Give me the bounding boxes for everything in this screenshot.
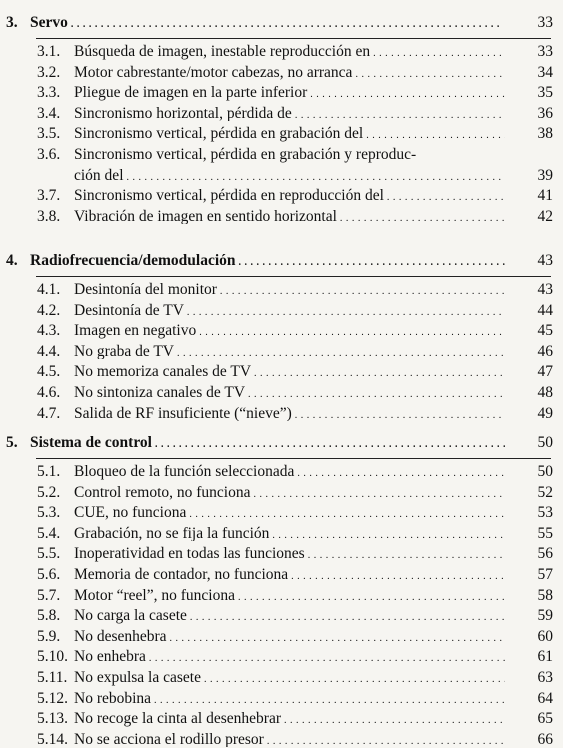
toc-section-5 xyxy=(0,428,563,747)
entry-page: 33 xyxy=(537,43,553,61)
toc-entry xyxy=(0,459,563,480)
entry-title: Desintonía del monitor . . . xyxy=(74,282,505,298)
entry-number: 5.2. xyxy=(37,483,61,501)
entry-number: 5.4. xyxy=(37,524,61,542)
entry-title: Motor cabrestante/motor cabezas, no arranca . . . xyxy=(74,65,505,81)
entry-number: 4.3. xyxy=(37,322,61,340)
entry-page: 58 xyxy=(537,586,553,604)
toc-entry xyxy=(0,624,563,645)
entry-page: 34 xyxy=(537,63,553,81)
entry-number: 3.7. xyxy=(37,187,61,205)
entry-title-continuation: ción del . . . xyxy=(74,168,505,184)
entry-page: 42 xyxy=(537,207,553,225)
entry-title: Pliegue de imagen en la parte inferior . . . xyxy=(74,85,505,101)
section-number: 5. xyxy=(6,433,18,451)
toc-entry xyxy=(0,541,563,562)
entry-title: Memoria de contador, no funciona . . . xyxy=(74,567,505,583)
entry-number: 5.7. xyxy=(37,586,61,604)
entry-page: 52 xyxy=(537,483,553,501)
entry-title: No se acciona el rodillo presor . . . xyxy=(74,732,505,748)
toc-section-4 xyxy=(0,246,563,421)
section-page: 43 xyxy=(537,251,553,269)
toc-entry xyxy=(0,298,563,319)
entry-page: 61 xyxy=(537,648,553,666)
entry-number: 5.1. xyxy=(37,463,61,481)
entry-page: 47 xyxy=(537,363,553,381)
entry-page: 55 xyxy=(537,524,553,542)
toc-entry xyxy=(0,183,563,204)
entry-title: CUE, no funciona . . . xyxy=(74,505,505,521)
entry-title: Vibración de imagen en sentido horizontal . . . xyxy=(74,209,505,225)
toc-entry xyxy=(0,339,563,360)
section-number: 4. xyxy=(6,251,18,269)
entry-title: No enhebra . . . xyxy=(74,649,505,665)
entry-title: Sincronismo horizontal, pérdida de . . . xyxy=(74,106,505,122)
entry-page: 35 xyxy=(537,84,553,102)
entry-number: 4.1. xyxy=(37,281,61,299)
entry-title: No expulsa la casete . . . xyxy=(74,670,505,686)
entry-number: 3.3. xyxy=(37,84,61,102)
entry-title: Sincronismo vertical, pérdida en grabación y reproduc- xyxy=(74,147,417,163)
entry-page: 39 xyxy=(537,166,553,184)
toc-heading xyxy=(0,428,563,450)
toc-entry xyxy=(0,60,563,81)
entry-title: Sincronismo vertical, pérdida en reproducción del . . . xyxy=(74,188,505,204)
toc-entry xyxy=(0,644,563,665)
entry-page: 43 xyxy=(537,281,553,299)
entry-page: 36 xyxy=(537,104,553,122)
entry-page: 45 xyxy=(537,322,553,340)
entry-number: 3.4. xyxy=(37,104,61,122)
entry-page: 64 xyxy=(537,689,553,707)
toc-entry xyxy=(0,204,563,225)
toc-entry xyxy=(0,401,563,422)
entry-number: 5.8. xyxy=(37,607,61,625)
entry-title: Imagen en negativo . . . xyxy=(74,323,505,339)
toc-section-3 xyxy=(0,8,563,224)
entry-title: No desenhebra . . . xyxy=(74,629,505,645)
entry-page: 63 xyxy=(537,669,553,687)
toc-entry-continuation xyxy=(0,163,563,184)
entry-page: 53 xyxy=(537,504,553,522)
toc-entry xyxy=(0,686,563,707)
toc-entry xyxy=(0,603,563,624)
toc-entry xyxy=(0,101,563,122)
entry-title: Bloqueo de la función seleccionada . . . xyxy=(74,464,505,480)
toc-entry xyxy=(0,706,563,727)
entry-title: Salida de RF insuficiente (“nieve”) . . . xyxy=(74,406,505,422)
toc-entry xyxy=(0,562,563,583)
entry-title: No carga la casete . . . xyxy=(74,608,505,624)
entry-number: 5.5. xyxy=(37,545,61,563)
toc-entry xyxy=(0,480,563,501)
toc-entry xyxy=(0,500,563,521)
entry-number: 5.14. xyxy=(37,730,68,748)
entry-page: 48 xyxy=(537,384,553,402)
toc-entry xyxy=(0,39,563,60)
entry-page: 41 xyxy=(537,187,553,205)
entry-page: 56 xyxy=(537,545,553,563)
toc-heading xyxy=(0,8,563,30)
entry-number: 5.13. xyxy=(37,710,68,728)
entry-page: 38 xyxy=(537,125,553,143)
toc-entry xyxy=(0,521,563,542)
entry-number: 5.11. xyxy=(37,669,68,687)
entry-page: 50 xyxy=(537,463,553,481)
toc-entry xyxy=(0,318,563,339)
section-page: 50 xyxy=(537,433,553,451)
entry-number: 4.4. xyxy=(37,342,61,360)
entry-title: Control remoto, no funciona . . . xyxy=(74,485,505,501)
entry-number: 4.2. xyxy=(37,301,61,319)
entry-title: No sintoniza canales de TV . . . xyxy=(74,385,505,401)
entry-title: No recoge la cinta al desenhebrar . . . xyxy=(74,711,505,727)
entry-number: 3.2. xyxy=(37,63,61,81)
entry-title: No graba de TV . . . xyxy=(74,344,505,360)
toc-entry xyxy=(0,583,563,604)
entry-number: 4.6. xyxy=(37,384,61,402)
toc-heading xyxy=(0,246,563,268)
entry-page: 59 xyxy=(537,607,553,625)
entry-number: 5.12. xyxy=(37,689,68,707)
entry-number: 3.6. xyxy=(37,146,61,164)
entry-number: 5.6. xyxy=(37,566,61,584)
entry-number: 4.5. xyxy=(37,363,61,381)
entry-number: 5.3. xyxy=(37,504,61,522)
entry-title: No rebobina . . . xyxy=(74,691,505,707)
entry-page: 44 xyxy=(537,301,553,319)
entry-page: 66 xyxy=(537,730,553,748)
entry-page: 65 xyxy=(537,710,553,728)
section-number: 3. xyxy=(6,13,18,31)
toc-entry xyxy=(0,665,563,686)
entry-title: Motor “reel”, no funciona . . . xyxy=(74,588,505,604)
toc-entry xyxy=(0,359,563,380)
entry-number: 5.9. xyxy=(37,627,61,645)
entry-title: Búsqueda de imagen, inestable reproducción en . . . xyxy=(74,44,505,60)
toc-entry xyxy=(0,727,563,748)
entry-number: 5.10. xyxy=(37,648,68,666)
entry-title: No memoriza canales de TV . . . xyxy=(74,364,505,380)
toc-entry xyxy=(0,142,563,163)
entry-title: Grabación, no se fija la función . . . xyxy=(74,526,505,542)
entry-title: Desintonía de TV . . . xyxy=(74,303,505,319)
toc-entry xyxy=(0,380,563,401)
toc-entry xyxy=(0,277,563,298)
section-title: Servo . . . xyxy=(30,15,505,31)
entry-title: Sincronismo vertical, pérdida en grabación del . . . xyxy=(74,126,505,142)
section-page: 33 xyxy=(537,13,553,31)
entry-page: 46 xyxy=(537,342,553,360)
toc-entry xyxy=(0,121,563,142)
entry-number: 3.5. xyxy=(37,125,61,143)
section-title: Sistema de control . . . xyxy=(30,435,505,451)
entry-page: 49 xyxy=(537,404,553,422)
toc-entry xyxy=(0,80,563,101)
entry-page: 57 xyxy=(537,566,553,584)
section-title: Radiofrecuencia/demodulación . . . xyxy=(30,253,505,269)
entry-page: 60 xyxy=(537,627,553,645)
entry-number: 3.8. xyxy=(37,207,61,225)
entry-title: Inoperatividad en todas las funciones . . . xyxy=(74,546,505,562)
entry-number: 3.1. xyxy=(37,43,61,61)
entry-number: 4.7. xyxy=(37,404,61,422)
